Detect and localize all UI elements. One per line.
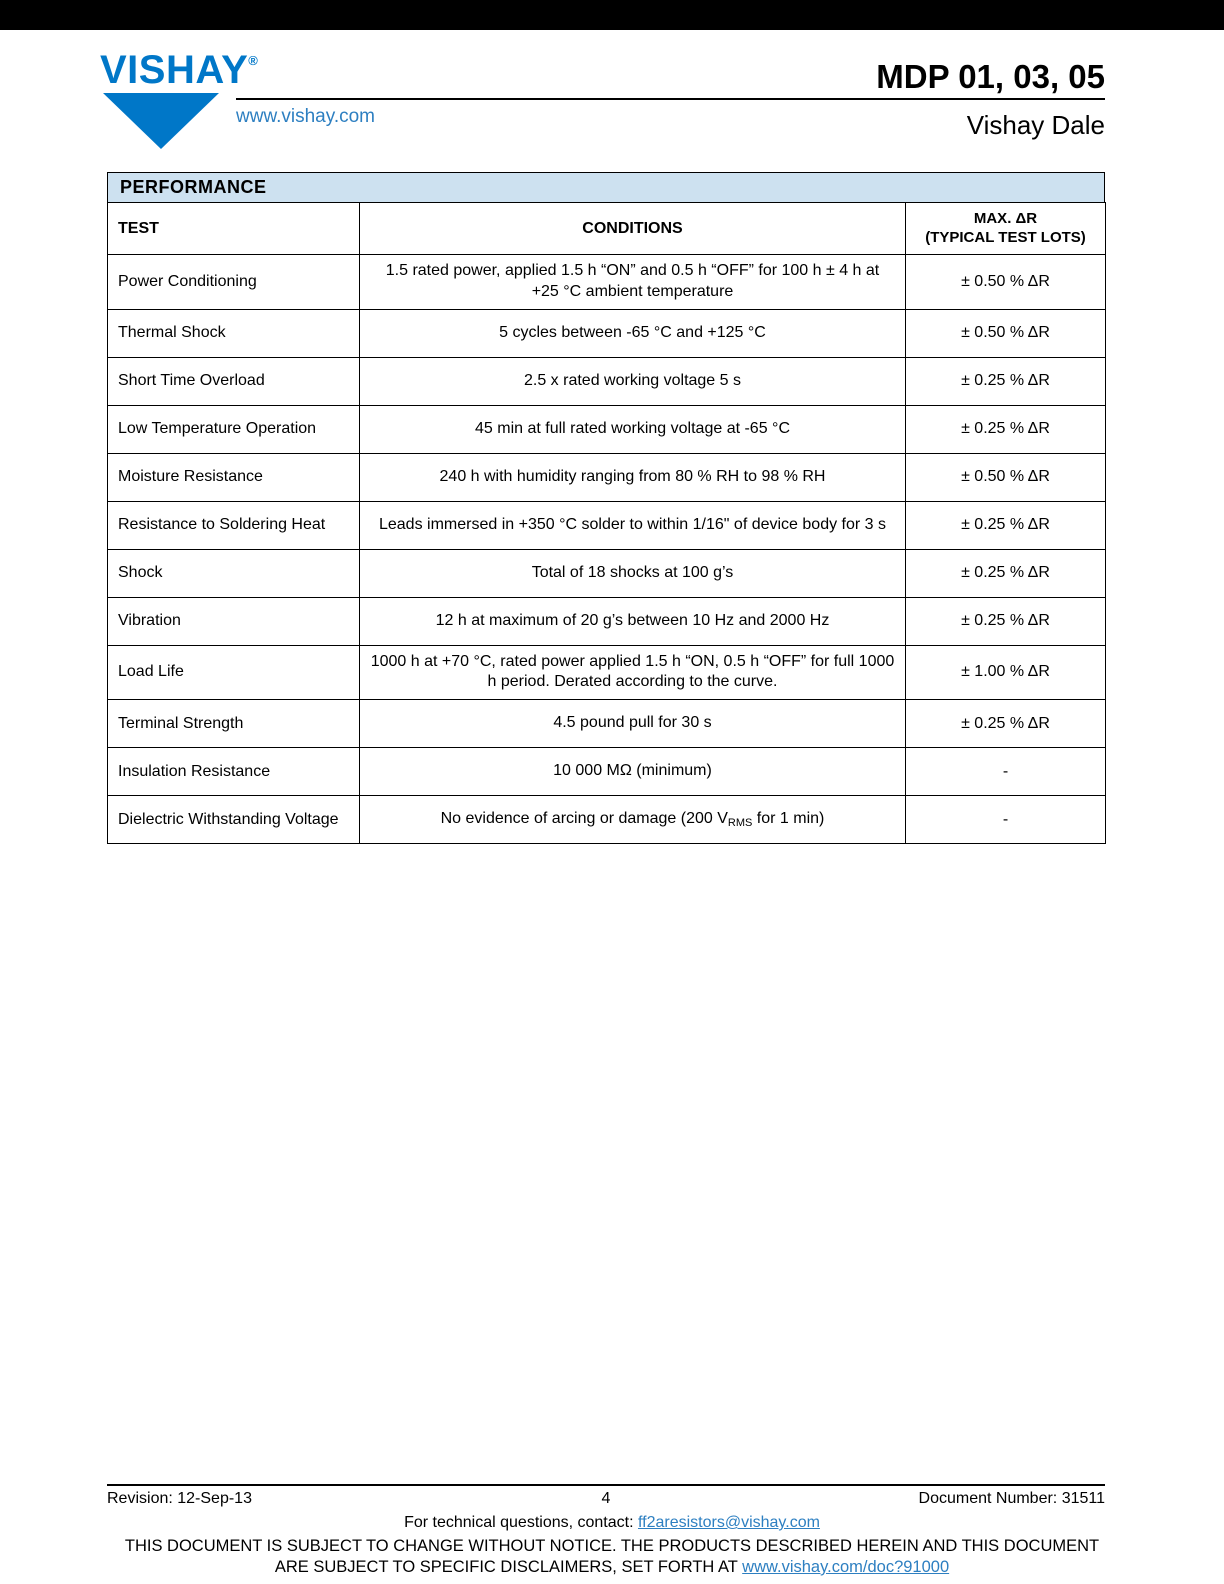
table-row	[108, 309, 1106, 357]
conditions-cell: 240 h with humidity ranging from 80 % RH to 98 % RH	[360, 453, 906, 501]
registered-trademark-symbol: ®	[248, 53, 259, 68]
table-row	[108, 255, 1106, 310]
document-number-label: Document Number: 31511	[918, 1490, 1105, 1507]
contact-prefix: For technical questions, contact:	[404, 1514, 638, 1531]
conditions-cell: Total of 18 shocks at 100 g’s	[360, 549, 906, 597]
conditions-cell: 5 cycles between -65 °C and +125 °C	[360, 309, 906, 357]
column-header-test: TEST	[108, 203, 360, 255]
max-cell: ± 0.25 % ΔR	[906, 597, 1106, 645]
test-cell: Short Time Overload	[108, 357, 360, 405]
max-cell: ± 0.25 % ΔR	[906, 501, 1106, 549]
product-title: MDP 01, 03, 05	[876, 58, 1105, 95]
disclaimer-line1: THIS DOCUMENT IS SUBJECT TO CHANGE WITHOUT NOTICE. THE PRODUCTS DESCRIBED HEREIN AND THIS DOCUMENT	[124, 1537, 1100, 1555]
performance-section	[107, 172, 1105, 844]
conditions-cell: 45 min at full rated working voltage at -65 °C	[360, 405, 906, 453]
max-cell: ± 0.50 % ΔR	[906, 255, 1106, 310]
footer-divider	[107, 1484, 1105, 1486]
test-cell: Terminal Strength	[108, 700, 360, 748]
vishay-wordmark-text: VISHAY	[100, 48, 249, 92]
column-header-max	[906, 203, 1106, 255]
table-row	[108, 357, 1106, 405]
column-header-conditions: CONDITIONS	[360, 203, 906, 255]
performance-table	[107, 202, 1106, 844]
vishay-logo	[100, 48, 259, 149]
vishay-triangle-icon	[103, 93, 219, 149]
contact-email-link[interactable]: ff2aresistors@vishay.com	[637, 1514, 820, 1531]
test-cell: Thermal Shock	[108, 309, 360, 357]
table-row	[108, 645, 1106, 700]
max-cell: ± 0.50 % ΔR	[906, 453, 1106, 501]
table-row	[108, 549, 1106, 597]
division-name: Vishay Dale	[966, 110, 1105, 140]
table-header-row	[108, 203, 1106, 255]
max-cell: -	[906, 748, 1106, 796]
test-cell: Moisture Resistance	[108, 453, 360, 501]
vishay-wordmark	[100, 48, 259, 92]
table-row	[108, 501, 1106, 549]
table-row	[108, 700, 1106, 748]
performance-section-title: PERFORMANCE	[120, 177, 267, 197]
table-row	[108, 748, 1106, 796]
conditions-text: for 1 min)	[752, 810, 825, 828]
column-header-max-line2: (TYPICAL TEST LOTS)	[925, 228, 1086, 246]
rms-subscript: RMS	[727, 817, 753, 830]
conditions-cell: 4.5 pound pull for 30 s	[360, 700, 906, 748]
test-cell: Vibration	[108, 597, 360, 645]
disclaimer-doc-link[interactable]: www.vishay.com/doc?91000	[742, 1558, 950, 1576]
max-cell: -	[906, 796, 1106, 844]
test-cell: Insulation Resistance	[108, 748, 360, 796]
conditions-cell: Leads immersed in +350 °C solder to within 1/16" of device body for 3 s	[360, 501, 906, 549]
table-row	[108, 597, 1106, 645]
column-header-max-line1: MAX. ΔR	[973, 209, 1038, 227]
revision-label: Revision: 12-Sep-13	[107, 1490, 252, 1507]
test-cell: Power Conditioning	[108, 255, 360, 310]
max-cell: ± 0.25 % ΔR	[906, 405, 1106, 453]
disclaimer-line2	[0, 1558, 1224, 1577]
footer-info-row	[107, 1490, 1105, 1508]
performance-section-header	[107, 172, 1105, 202]
conditions-cell: 1.5 rated power, applied 1.5 h “ON” and 0.5 h “OFF” for 100 h ± 4 h at +25 °C ambient temperature	[360, 255, 906, 310]
test-cell: Shock	[108, 549, 360, 597]
max-cell: ± 1.00 % ΔR	[906, 645, 1106, 700]
vishay-website-link[interactable]: www.vishay.com	[236, 106, 376, 127]
top-black-bar	[0, 0, 1224, 30]
test-cell: Low Temperature Operation	[108, 405, 360, 453]
conditions-cell: 1000 h at +70 °C, rated power applied 1.5 h “ON, 0.5 h “OFF” for full 1000 h period. Derated according to the curve.	[360, 645, 906, 700]
conditions-cell	[360, 796, 906, 844]
conditions-cell: 12 h at maximum of 20 g’s between 10 Hz and 2000 Hz	[360, 597, 906, 645]
conditions-cell: 2.5 x rated working voltage 5 s	[360, 357, 906, 405]
contact-line	[0, 1514, 1224, 1532]
disclaimer-line2-text: ARE SUBJECT TO SPECIFIC DISCLAIMERS, SET FORTH AT	[274, 1558, 743, 1576]
header-divider	[236, 98, 1105, 100]
table-row	[108, 453, 1106, 501]
page-number: 4	[601, 1490, 611, 1507]
max-cell: ± 0.25 % ΔR	[906, 357, 1106, 405]
max-cell: ± 0.50 % ΔR	[906, 309, 1106, 357]
test-cell: Resistance to Soldering Heat	[108, 501, 360, 549]
table-row	[108, 405, 1106, 453]
test-cell: Dielectric Withstanding Voltage	[108, 796, 360, 844]
conditions-text: No evidence of arcing or damage (200 V	[440, 810, 728, 828]
conditions-cell: 10 000 MΩ (minimum)	[360, 748, 906, 796]
test-cell: Load Life	[108, 645, 360, 700]
table-row	[108, 796, 1106, 844]
max-cell: ± 0.25 % ΔR	[906, 549, 1106, 597]
max-cell: ± 0.25 % ΔR	[906, 700, 1106, 748]
